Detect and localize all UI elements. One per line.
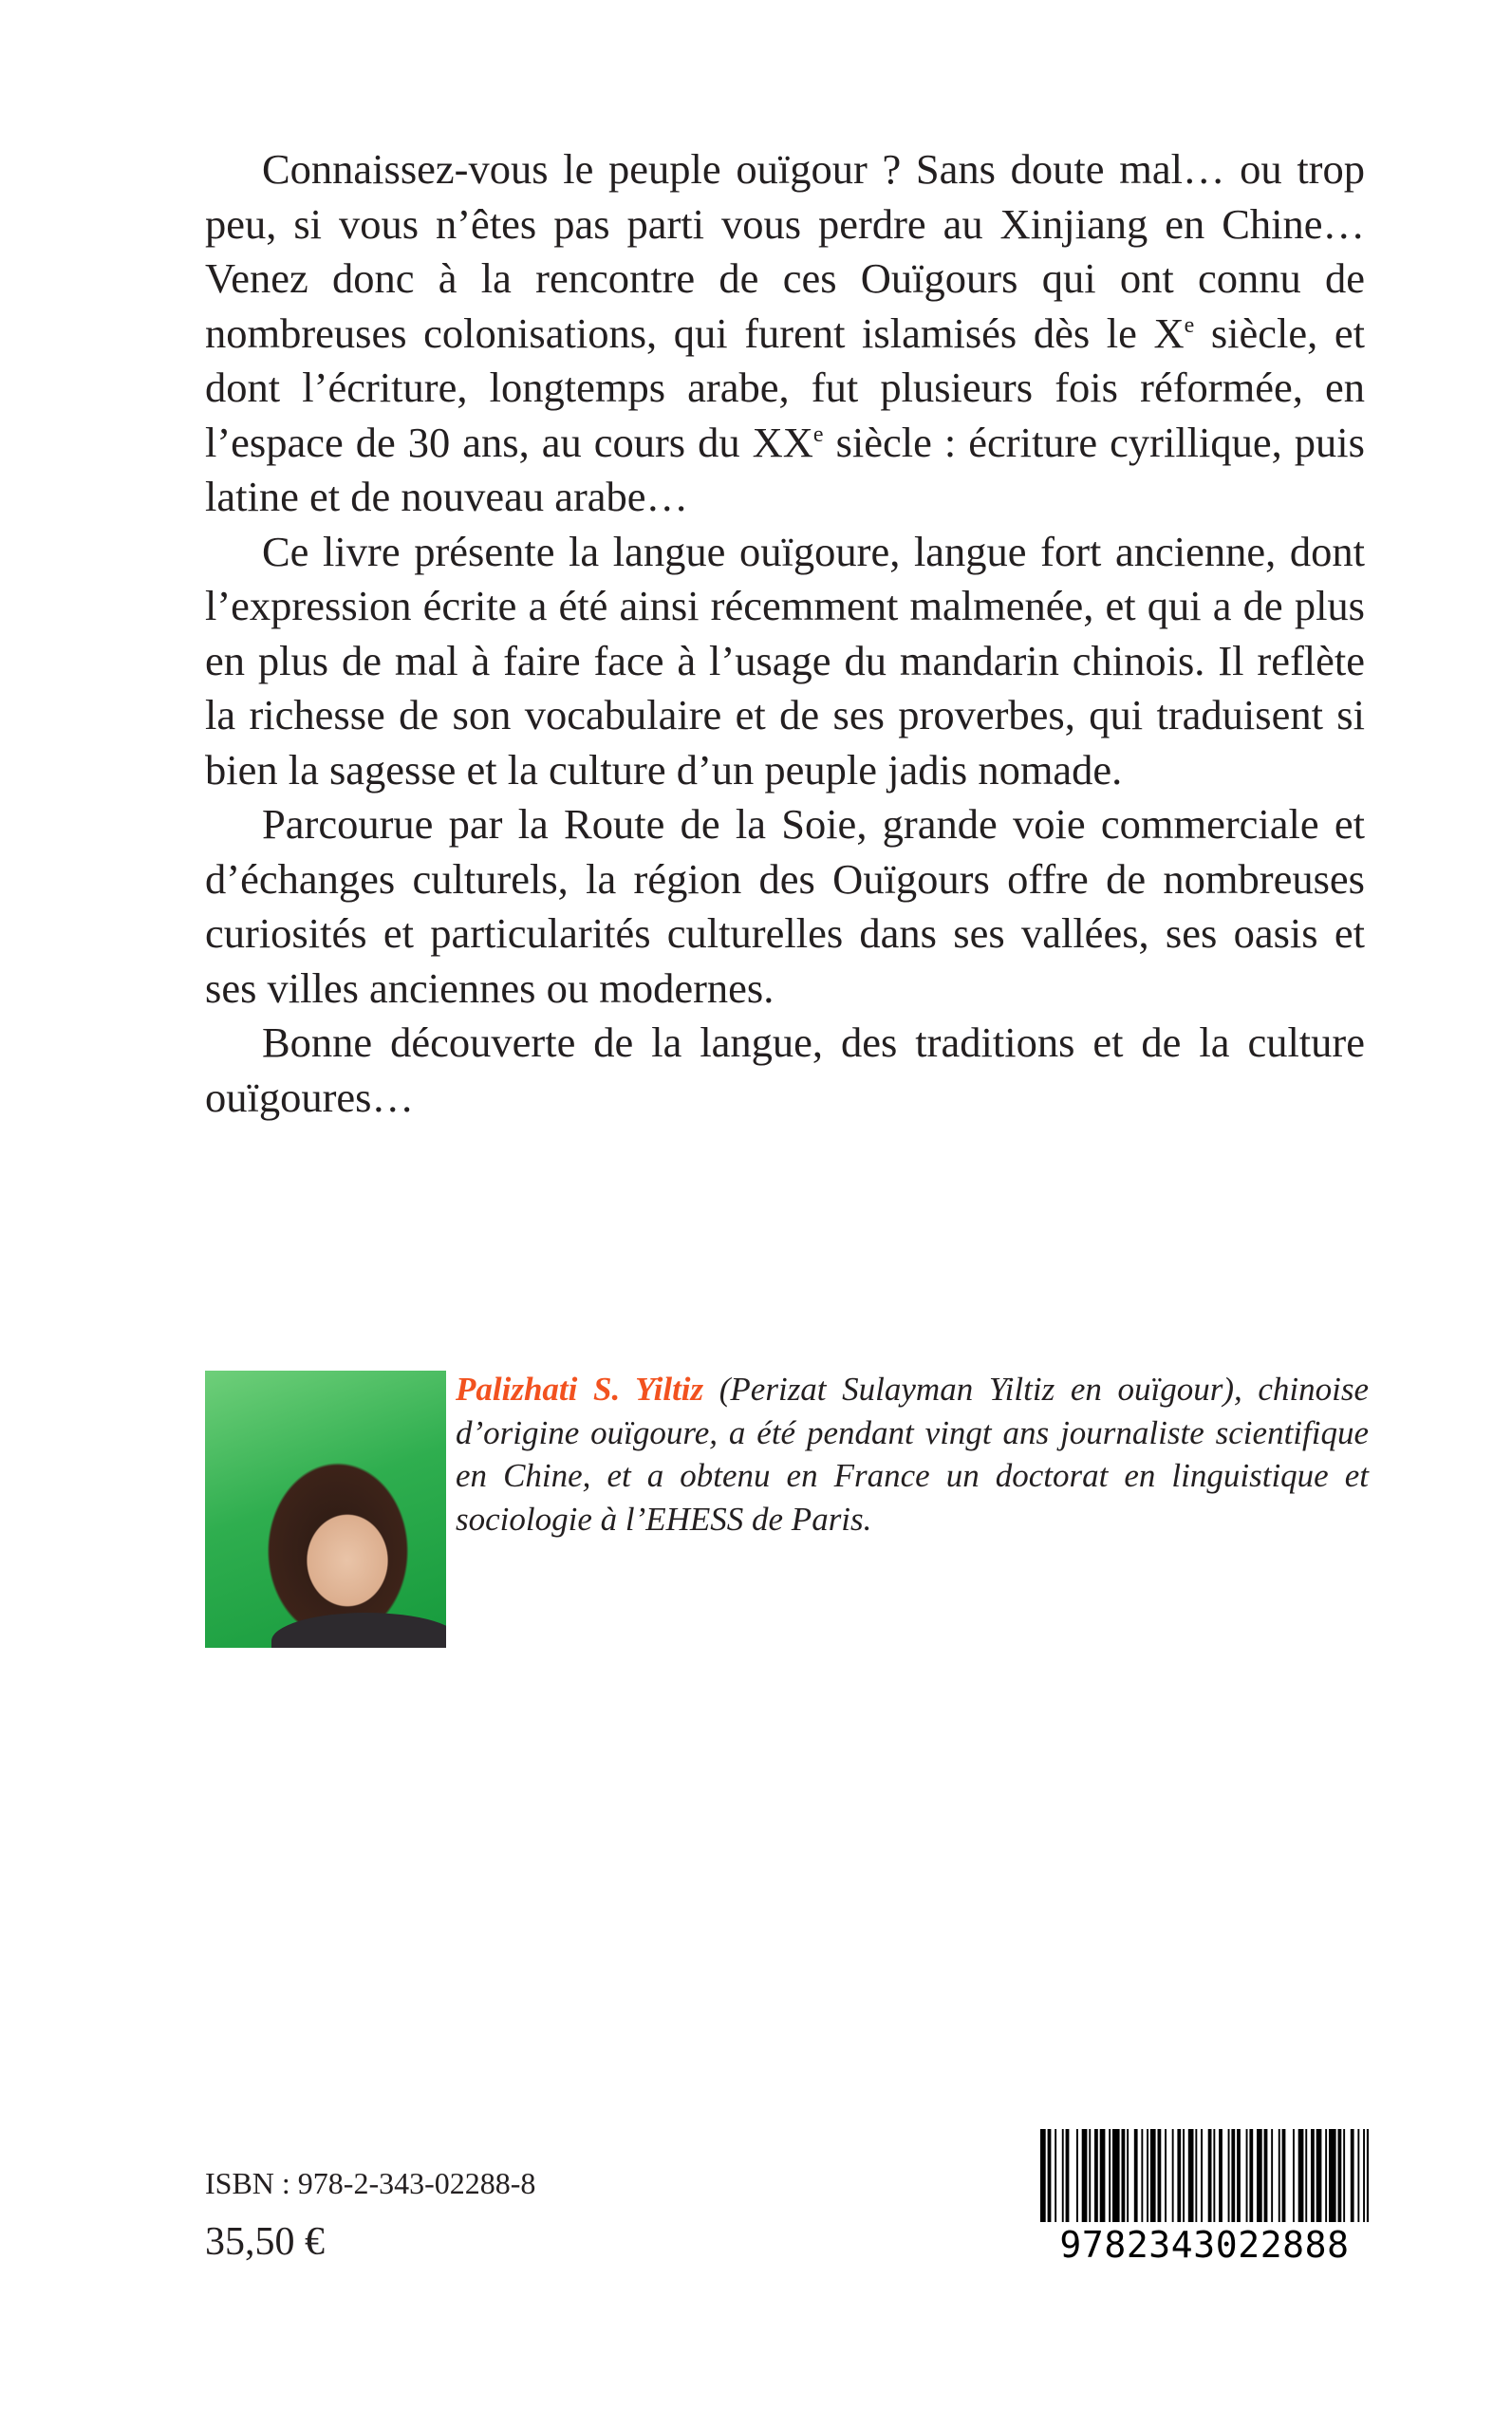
author-name: Palizhati S. Yiltiz <box>456 1371 704 1408</box>
back-cover-blurb <box>205 142 1365 1125</box>
isbn-label: ISBN : 978-2-343-02288-8 <box>205 2166 536 2200</box>
blurb-paragraph-1: Connaissez-vous le peuple ouïgour ? Sans doute mal… ou trop peu, si vous n’êtes pas parti vous perdre au Xinjiang en Chine… Venez donc à la rencontre de ces Ouïgours qui ont connu de nombreuses colonisations, qui furent islamisés dès le Xe siècle, et dont l’écriture, longtemps arabe, fut plusieurs fois réformée, en l’espace de 30 ans, au cours du XXe siècle : écriture cyrillique, puis latine et de nouveau arabe… <box>205 145 1365 520</box>
barcode-digits: 9782343022888 <box>1038 2222 1371 2268</box>
blurb-paragraph-4: Bonne découverte de la langue, des traditions et de la culture ouïgoures… <box>205 1018 1365 1121</box>
blurb-paragraph-3: Parcourue par la Route de la Soie, grande voie commerciale et d’échanges culturels, la région des Ouïgours offre de nombreuses curiosités et particularités culturelles dans ses vallées, ses oasis et ses villes anciennes ou modernes. <box>205 800 1365 1012</box>
author-bio-text: (Perizat Sulayman Yiltiz en ouïgour), chinoise d’origine ouïgoure, a été pendant vingt ans journaliste scientifique en Chine, et a obtenu en France un doctorat en linguistique et sociologie à l’EHESS de Paris. <box>456 1371 1369 1538</box>
author-photo <box>205 1371 446 1648</box>
author-bio <box>456 1368 1369 1541</box>
blurb-paragraph-2: Ce livre présente la langue ouïgoure, langue fort ancienne, dont l’expression écrite a été ainsi récemment malmenée, et qui a de plus en plus de mal à faire face à l’usage du mandarin chinois. Il reflète la richesse de son vocabulaire et de ses proverbes, qui traduisent si bien la sagesse et la culture d’un peuple jadis nomade. <box>205 527 1365 794</box>
price-label: 35,50 € <box>205 2220 325 2264</box>
author-photo-shirt <box>271 1613 446 1648</box>
